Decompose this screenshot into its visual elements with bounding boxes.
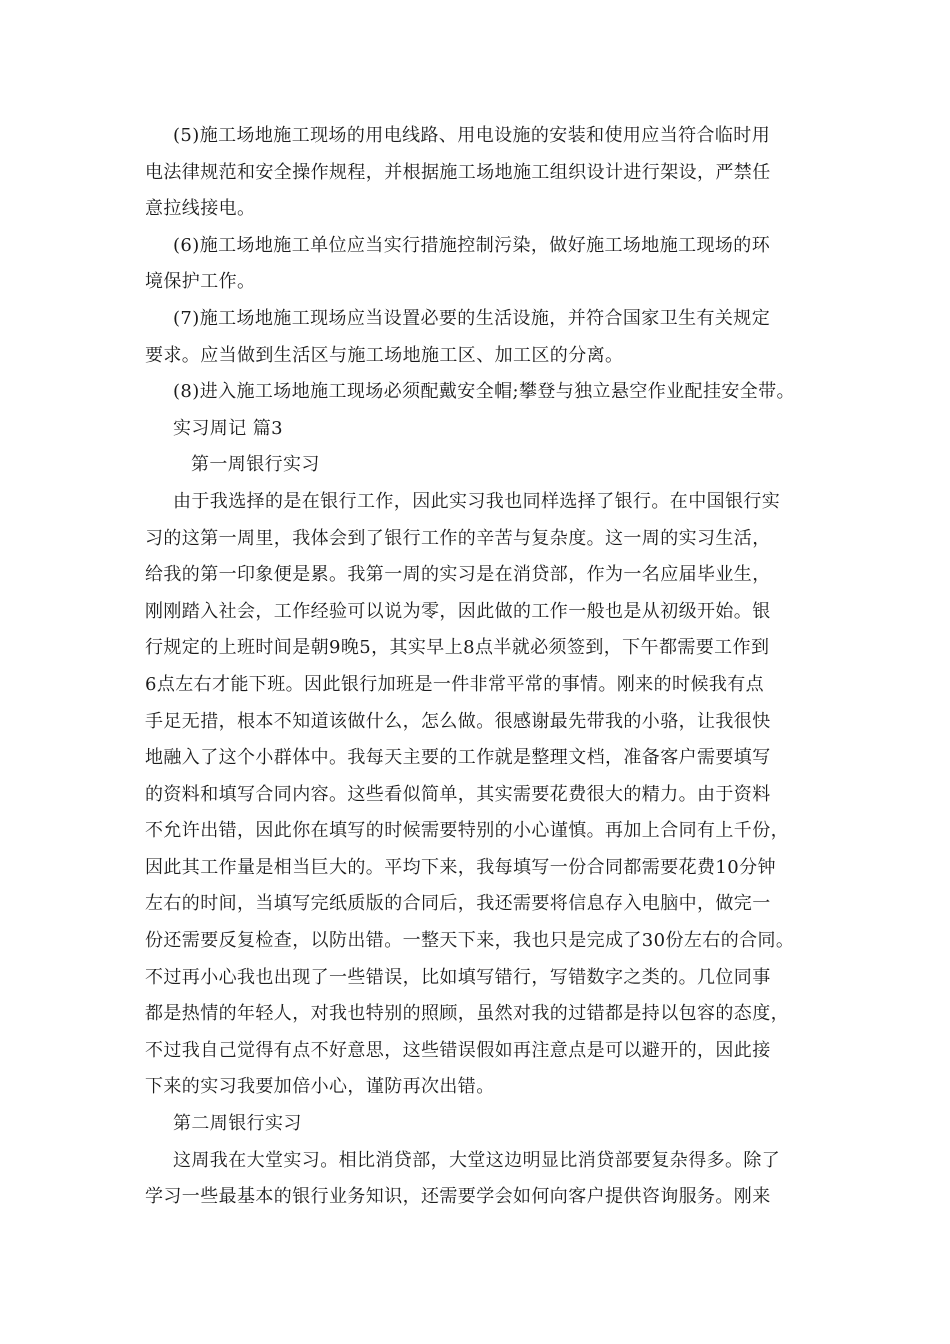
document-page	[145, 118, 825, 1216]
text-line: 电法律规范和安全操作规程，并根据施工场地施工组织设计进行架设，严禁任	[145, 161, 771, 183]
text-line: 地融入了这个小群体中。我每天主要的工作就是整理文档，准备客户需要填写	[145, 747, 771, 769]
section-heading: 实习周记 篇3	[173, 417, 283, 439]
text-line: (6)施工场地施工单位应当实行措施控制污染，做好施工场地施工现场的环	[173, 234, 771, 256]
text-line: 左右的时间，当填写完纸质版的合同后，我还需要将信息存入电脑中，做完一	[145, 893, 771, 915]
text-line: 6点左右才能下班。因此银行加班是一件非常平常的事情。刚来的时候我有点	[145, 673, 765, 695]
text-line: 刚刚踏入社会，工作经验可以说为零，因此做的工作一般也是从初级开始。银	[145, 600, 771, 622]
text-line: 份还需要反复检查，以防出错。一整天下来，我也只是完成了30份左右的合同。	[145, 930, 795, 952]
text-line: 这周我在大堂实习。相比消贷部，大堂这边明显比消贷部要复杂得多。除了	[173, 1149, 781, 1171]
text-line: (7)施工场地施工现场应当设置必要的生活设施，并符合国家卫生有关规定	[173, 307, 771, 329]
text-line: 不过再小心我也出现了一些错误，比如填写错行，写错数字之类的。几位同事	[145, 966, 771, 988]
text-line: 下来的实习我要加倍小心，谨防再次出错。	[145, 1076, 495, 1098]
text-line: 不允许出错，因此你在填写的时候需要特别的小心谨慎。再加上合同有上千份，	[145, 820, 789, 842]
text-line: (5)施工场地施工现场的用电线路、用电设施的安装和使用应当符合临时用	[173, 125, 771, 146]
text-line: 意拉线接电。	[145, 198, 256, 220]
text-line: 手足无措，根本不知道该做什么，怎么做。很感谢最先带我的小骆，让我很快	[145, 710, 771, 732]
text-line: 习的这第一周里，我体会到了银行工作的辛苦与复杂度。这一周的实习生活，	[145, 527, 771, 549]
text-line: (8)进入施工场地施工现场必须配戴安全帽;攀登与独立悬空作业配挂安全带。	[173, 381, 795, 403]
text-line: 由于我选择的是在银行工作，因此实习我也同样选择了银行。在中国银行实	[173, 490, 781, 512]
subsection-heading: 第一周银行实习	[191, 454, 320, 476]
text-line: 境保护工作。	[145, 271, 256, 293]
text-line: 都是热情的年轻人，对我也特别的照顾，虽然对我的过错都是持以包容的态度，	[145, 1003, 789, 1025]
text-line: 要求。应当做到生活区与施工场地施工区、加工区的分离。	[145, 344, 624, 366]
text-line: 学习一些最基本的银行业务知识，还需要学会如何向客户提供咨询服务。刚来	[145, 1186, 771, 1208]
text-line: 不过我自己觉得有点不好意思，这些错误假如再注意点是可以避开的，因此接	[145, 1039, 771, 1061]
text-line: 因此其工作量是相当巨大的。平均下来，我每填写一份合同都需要花费10分钟	[145, 856, 776, 878]
subsection-heading: 第二周银行实习	[173, 1113, 302, 1135]
text-line: 行规定的上班时间是朝9晚5，其实早上8点半就必须签到，下午都需要工作到	[145, 637, 770, 659]
text-line: 的资料和填写合同内容。这些看似简单，其实需要花费很大的精力。由于资料	[145, 783, 771, 805]
text-line: 给我的第一印象便是累。我第一周的实习是在消贷部，作为一名应届毕业生，	[145, 564, 771, 586]
